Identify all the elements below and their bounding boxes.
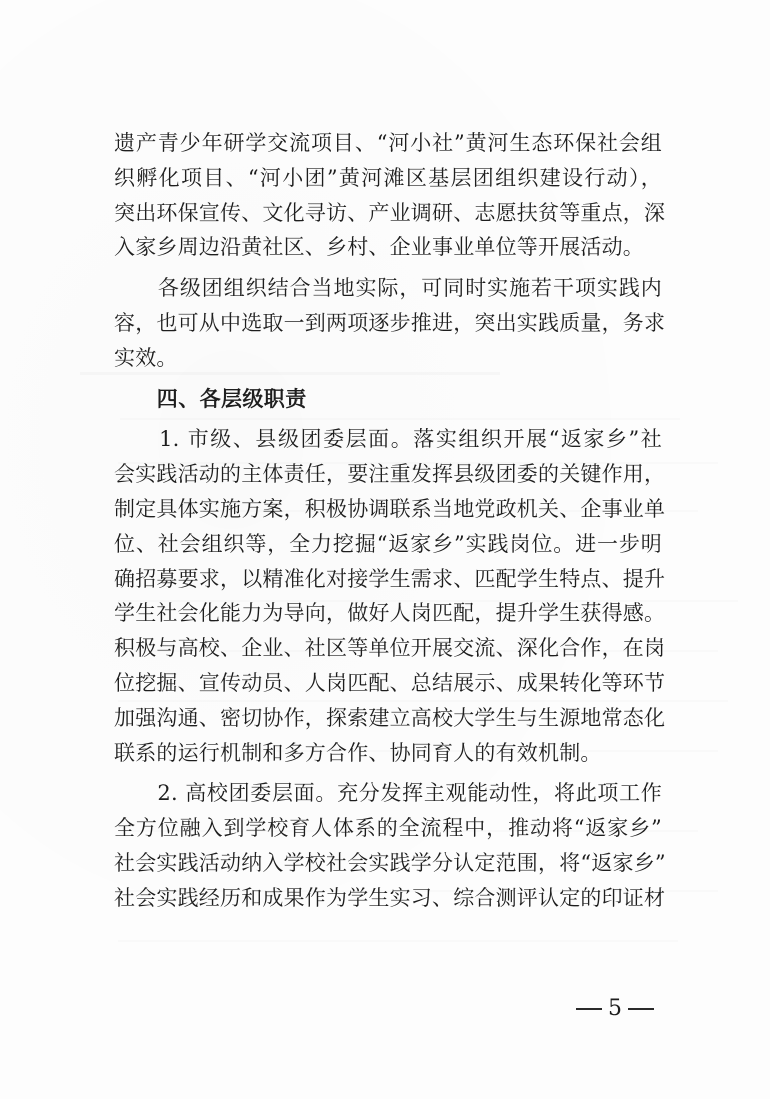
text-line: 织孵化项目、“河小团”黄河滩区基层团组织建设行动）， xyxy=(114,165,662,190)
text-line: 实效。 xyxy=(114,345,178,370)
text-line: 联系的运行机制和多方合作、协同育人的有效机制。 xyxy=(114,740,602,765)
text-line: 积极与高校、企业、社区等单位开展交流、深化合作，在岗 xyxy=(114,636,666,661)
section-heading: 四、各层级职责 xyxy=(114,386,307,411)
page-number-value: 5 xyxy=(608,996,622,1021)
text-line: 突出环保宣传、文化寻访、产业调研、志愿扶贫等重点，深 xyxy=(114,200,666,225)
text-line: 遗产青少年研学交流项目、“河小社”黄河生态环保社会组 xyxy=(114,131,662,155)
dash-right xyxy=(628,1008,654,1010)
text-line: 全方位融入到学校育人体系的全流程中，推动将“返家乡” xyxy=(114,816,662,841)
text-line: 加强沟通、密切协作，探索建立高校大学生与生源地常态化 xyxy=(114,705,666,730)
text-line: 1. 市级、县级团委层面。落实组织开展“返家乡”社 xyxy=(114,427,662,452)
text-line: 确招募要求，以精准化对接学生需求、匹配学生特点、提升 xyxy=(114,566,666,591)
text-line: 社会实践经历和成果作为学生实习、综合测评认定的印证材 xyxy=(114,885,666,910)
text-line: 社会实践活动纳入学校社会实践学分认定范围，将“返家乡” xyxy=(114,850,666,875)
text-line: 各级团组织结合当地实际，可同时实施若干项实践内 xyxy=(114,276,662,301)
dash-left xyxy=(576,1008,602,1010)
text-line: 2. 高校团委层面。充分发挥主观能动性，将此项工作 xyxy=(114,781,662,806)
document-body xyxy=(114,126,666,916)
page-number xyxy=(560,996,670,1021)
text-line: 容，也可从中选取一到两项逐步推进，突出实践质量，务求 xyxy=(114,310,666,335)
text-line: 位挖掘、宣传动员、人岗匹配、总结展示、成果转化等环节 xyxy=(114,670,666,695)
text-line: 学生社会化能力为导向，做好人岗匹配，提升学生获得感。 xyxy=(114,601,666,626)
text-line: 位、社会组织等，全力挖掘“返家乡”实践岗位。进一步明 xyxy=(114,531,662,556)
text-line: 会实践活动的主体责任，要注重发挥县级团委的关键作用， xyxy=(114,462,666,487)
text-line: 入家乡周边沿黄社区、乡村、企业事业单位等开展活动。 xyxy=(114,235,644,260)
text-line: 制定具体实施方案，积极协调联系当地党政机关、企事业单 xyxy=(114,496,666,521)
